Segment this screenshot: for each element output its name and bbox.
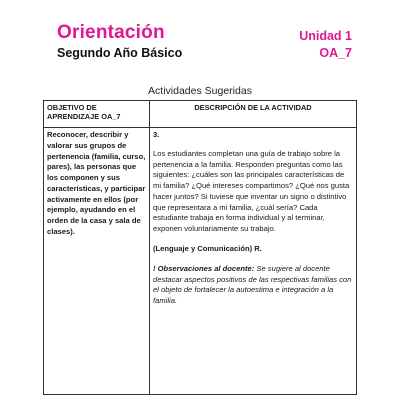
activity-number: 3. xyxy=(153,130,160,139)
oa-code: OA_7 xyxy=(319,46,352,60)
teacher-observation xyxy=(153,264,353,307)
section-heading: Actividades Sugeridas xyxy=(148,85,252,97)
observation-text: Se sugiere al docente destacar aspectos positivos de las respectivas familias con el objeto de fortalecer la autoestima e integración a la familia. xyxy=(153,263,352,306)
page-subtitle: Segundo Año Básico xyxy=(57,46,183,60)
activity-subject: (Lenguaje y Comunicación) R. xyxy=(153,244,262,254)
activity-text: Los estudiantes completan una guía de trabajo sobre la pertenencia a la familia. Responden preguntas como las siguientes: ¿cuáles son las principales características de mi familia? ¿Qué intereses compartimos? ¿Qué nos gusta hacer juntos? Si tuviese que inventar un signo o distintivo que representara a mi familia, ¿cuál sería? Cada estudiante trabaja en forma individual y al terminar, exponen voluntariamente su trabajo. xyxy=(153,148,350,234)
observation-label: ! Observaciones al docente: xyxy=(153,263,255,273)
description-column-header: DESCRIPCIÓN DE LA ACTIVIDAD xyxy=(150,101,357,128)
description-cell xyxy=(150,128,357,395)
activities-table xyxy=(43,100,357,395)
table-row xyxy=(44,128,357,395)
objective-column-header: OBJETIVO DE APRENDIZAJE OA_7 xyxy=(44,101,150,128)
objective-cell: Reconocer, describir y valorar sus grupos de pertenencia (familia, curso, pares), las personas que los componen y sus características, y participar activamente en ellos (por ejemplo, ayudando en el orden de la casa y sala de clases). xyxy=(44,128,150,395)
unit-label: Unidad 1 xyxy=(299,29,352,43)
page-title: Orientación xyxy=(57,22,165,43)
table-header-row xyxy=(44,101,357,128)
